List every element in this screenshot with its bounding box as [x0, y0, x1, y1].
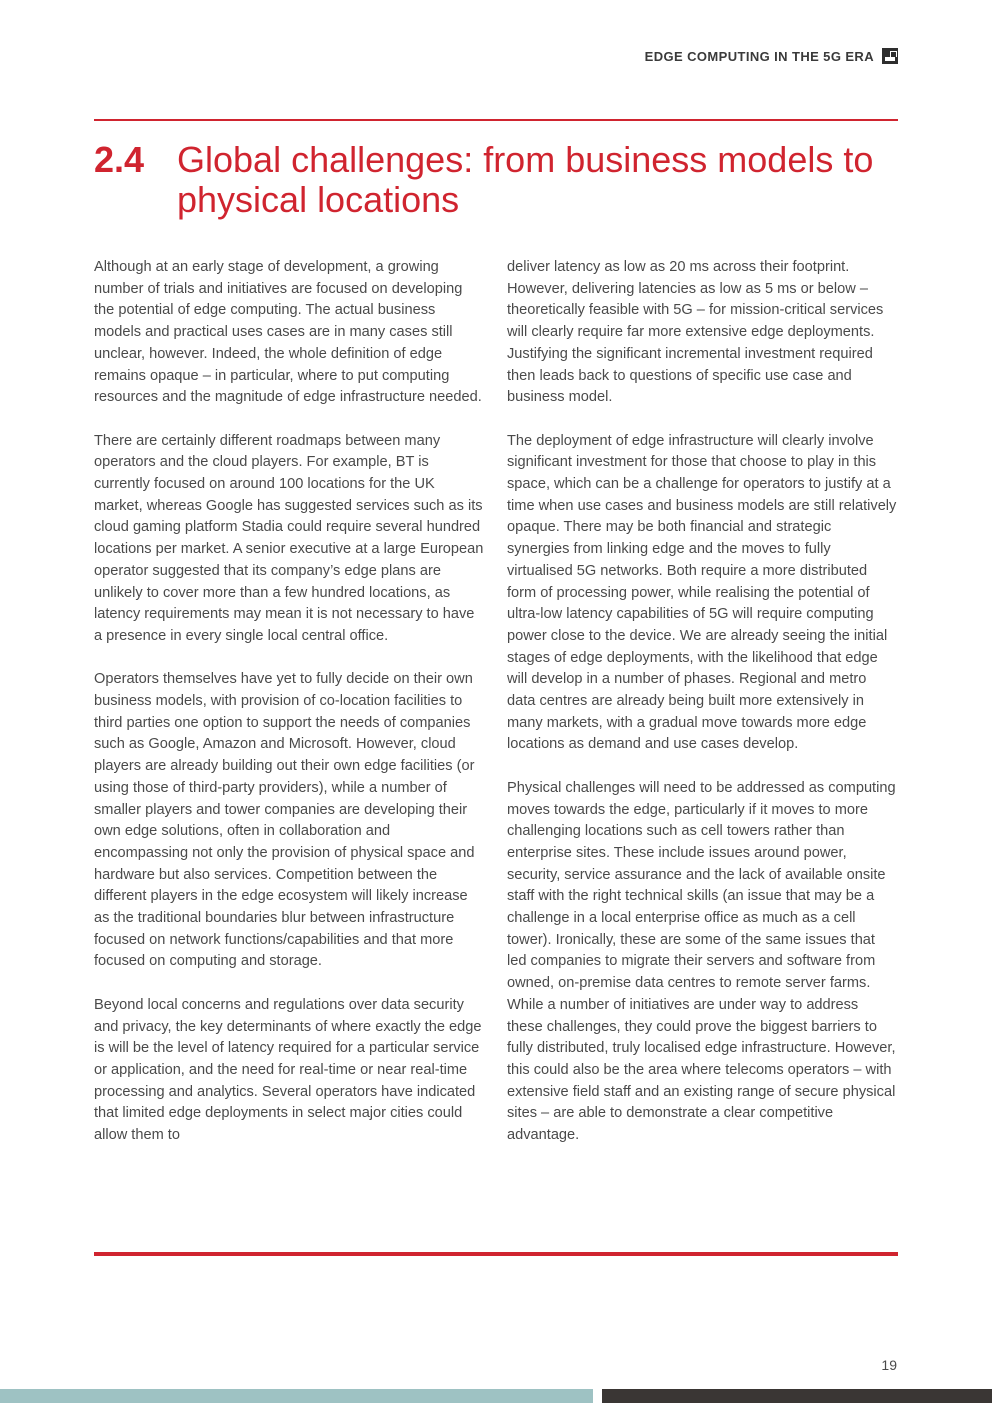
- paragraph: Operators themselves have yet to fully decide on their own business models, with provision of co-location facilities to third parties one option to support the needs of companies such as Google, Amazon and Microsoft. However, cloud players are already building out their own edge facilities (or using those of third-party providers), while a number of smaller players and tower companies are developing their own edge solutions, often in collaboration and encompassing not only the provision of physical space and hardware but also services. Competition between the different players in the edge ecosystem will likely increase as the traditional boundaries blur between infrastructure focused on network functions/capabilities and that more focused on computing and storage.: [94, 671, 475, 970]
- top-divider: [94, 119, 898, 121]
- paragraph: Beyond local concerns and regulations over data security and privacy, the key determinants of where exactly the edge is will be the level of latency required for a particular service or application, and the need for real-time or near real-time processing and analytics. Several operators have indicated that limited edge deployments in select major cities could allow them to: [94, 996, 482, 1144]
- left-column: [94, 257, 484, 1168]
- right-column: [507, 257, 897, 1168]
- running-header-title: EDGE COMPUTING IN THE 5G ERA: [644, 48, 874, 64]
- footer-bar-dark: [602, 1389, 992, 1403]
- bottom-divider: [94, 1252, 898, 1256]
- paragraph: deliver latency as low as 20 ms across their footprint. However, delivering latencies as low as 5 ms or below – theoretically feasible with 5G – for mission-critical services will clearly require far more extensive edge deployments. Justifying the significant incremental investment required then leads back to questions of specific use case and business model.: [507, 259, 884, 406]
- report-icon: [882, 48, 898, 64]
- paragraph: There are certainly different roadmaps between many operators and the cloud players. For example, BT is currently focused on around 100 locations for the UK market, whereas Google has suggested services such as its cloud gaming platform Stadia could require several hundred locations per market. A senior executive at a large European operator suggested that its company’s edge plans are unlikely to cover more than a few hundred locations, as latency requirements may mean it is not necessary to have a presence in every single local central office.: [94, 432, 484, 644]
- page-number: 19: [881, 1357, 897, 1373]
- paragraph: The deployment of edge infrastructure will clearly involve significant investment for those that choose to play in this space, which can be a challenge for operators to justify at a time when use cases and business models are still relatively opaque. There may be both financial and strategic synergies from linking edge and the moves to fully virtualised 5G networks. Both require a more distributed form of processing power, while realising the potential of ultra-low latency capabilities of 5G will require computing power close to the device. We are already seeing the initial stages of edge deployments, with the likelihood that edge will develop in a number of phases. Regional and metro data centres are already being built more extensively in many markets, with a gradual move towards more edge locations as demand and use cases develop.: [507, 432, 897, 753]
- running-header: [645, 48, 898, 64]
- paragraph: Physical challenges will need to be addressed as computing moves towards the edge, particularly if it moves to more challenging locations such as cell towers rather than enterprise sites. These include issues around power, security, service assurance and the lack of available onsite staff with the right technical skills (an issue that may be a challenge in a local enterprise office as much as a cell tower). Ironically, these are some of the same issues that led companies to migrate their servers and software from owned, on-premise data centres to remote server farms. While a number of initiatives are under way to address these challenges, they could prove the biggest barriers to fully distributed, truly localised edge infrastructure. However, this could also be the area where telecoms operators – with extensive field staff and an existing range of secure physical sites – are able to demonstrate a clear competitive advantage.: [507, 779, 896, 1144]
- paragraph: Although at an early stage of development, a growing number of trials and initiatives are focused on developing the potential of edge computing. The actual business models and practical uses cases are in many cases still unclear, however. Indeed, the whole definition of edge remains opaque – in particular, where to put computing resources and the magnitude of edge infrastructure needed.: [94, 259, 482, 406]
- footer-bar-teal: [0, 1389, 593, 1403]
- section-title: Global challenges: from business models to physical locations: [177, 139, 874, 220]
- section-number: 2.4: [94, 139, 145, 180]
